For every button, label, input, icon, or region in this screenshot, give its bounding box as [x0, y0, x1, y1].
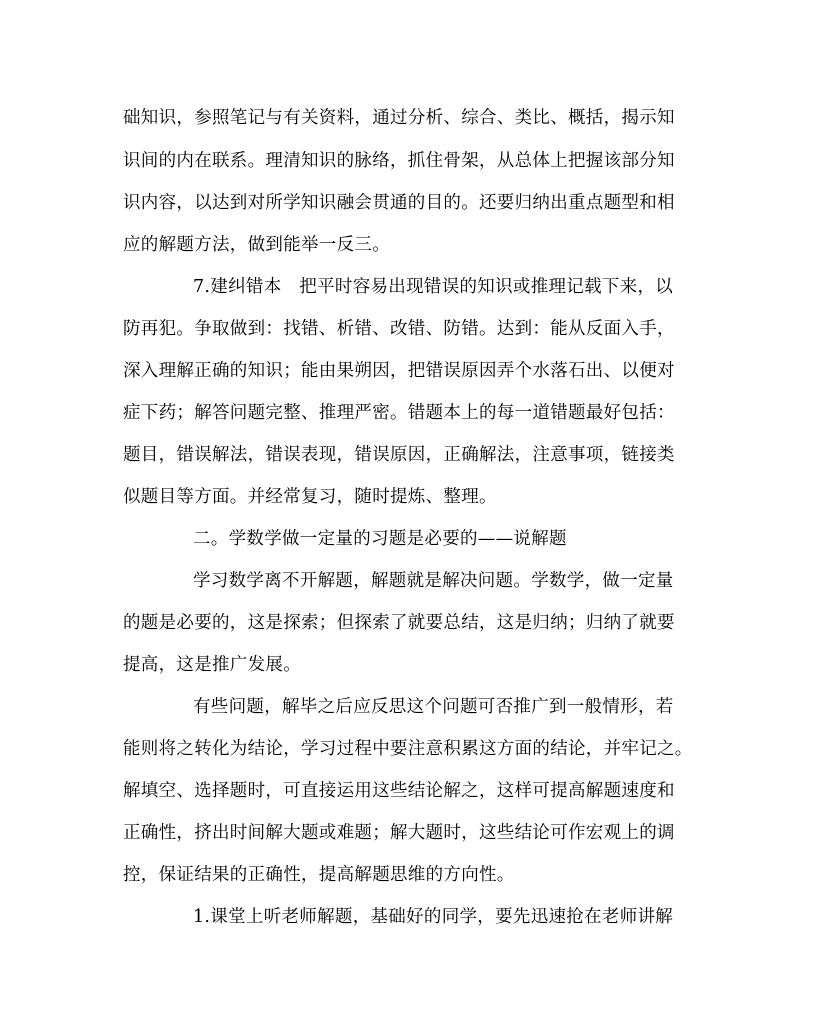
text-line: 题目，错误解法，错误表现，错误原因，正确解法，注意事项，链接类 — [123, 445, 675, 465]
text-line: 控，保证结果的正确性，提高解题思维的方向性。 — [123, 865, 515, 885]
text-line: 解填空、选择题时，可直接运用这些结论解之，这样可提高解题速度和 — [123, 781, 675, 801]
text-line: 有些问题，解毕之后应反思这个问题可否推广到一般情形，若 — [193, 697, 674, 717]
text-line: 应的解题方法，做到能举一反三。 — [123, 235, 390, 255]
text-line: 识内容，以达到对所学知识融会贯通的目的。还要归纳出重点题型和相 — [123, 193, 675, 213]
text-line: 深入理解正确的知识；能由果朔因，把错误原因弄个水落石出、以便对 — [123, 361, 675, 381]
section-heading: 二。学数学做一定量的习题是必要的——说解题 — [193, 529, 567, 549]
text-line: 能则将之转化为结论，学习过程中要注意积累这方面的结论，并牢记之。 — [123, 739, 693, 759]
text-line: 础知识，参照笔记与有关资料，通过分析、综合、类比、概括，揭示知 — [123, 108, 675, 128]
text-line: 症下药；解答问题完整、推理严密。错题本上的每一道错题最好包括： — [123, 403, 675, 423]
text-line: 1.课堂上听老师解题，基础好的同学，要先迅速抢在老师讲解 — [193, 907, 674, 927]
text-line: 的题是必要的，这是探索；但探索了就要总结，这是归纳；归纳了就要 — [123, 613, 675, 633]
text-line: 正确性，挤出时间解大题或难题；解大题时，这些结论可作宏观上的调 — [123, 823, 675, 843]
text-line: 似题目等方面。并经常复习，随时提炼、整理。 — [123, 487, 497, 507]
text-line: 识间的内在联系。理清知识的脉络，抓住骨架，从总体上把握该部分知 — [123, 151, 675, 171]
text-line: 7.建纠错本 把平时容易出现错误的知识或推理记载下来，以 — [193, 277, 674, 297]
text-line: 学习数学离不开解题，解题就是解决问题。学数学，做一定量 — [193, 571, 674, 591]
text-line: 防再犯。争取做到：找错、析错、改错、防错。达到：能从反面入手， — [123, 319, 675, 339]
text-line: 提高，这是推广发展。 — [123, 655, 301, 675]
